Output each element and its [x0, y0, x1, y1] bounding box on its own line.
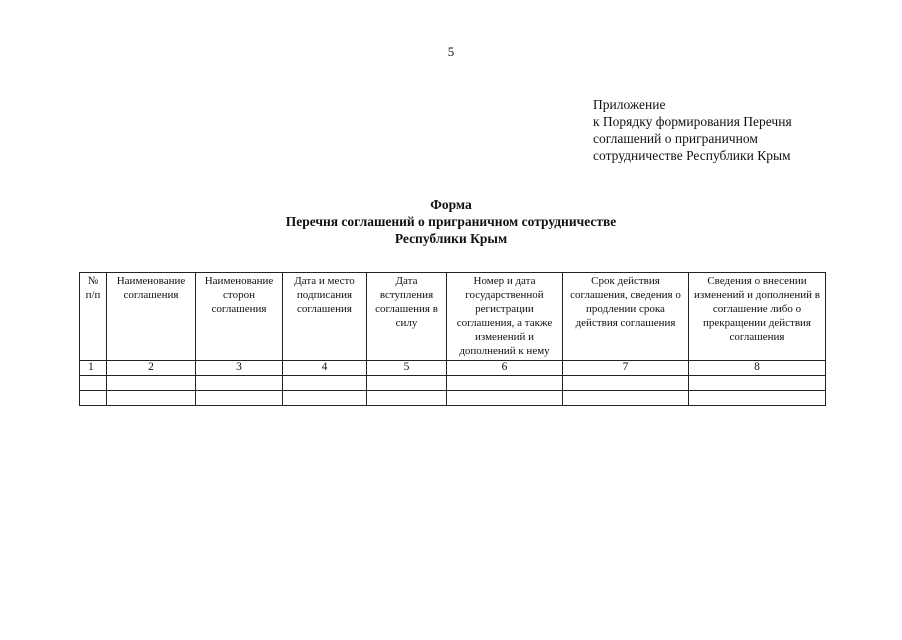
table-cell: [447, 376, 563, 391]
table-cell: [196, 376, 283, 391]
table-cell: [689, 391, 826, 406]
column-header-validity: Срок действия соглашения, сведения о продлении срока действия соглашения: [563, 273, 689, 361]
column-header-amendments: Сведения о внесении изменений и дополнений в соглашение либо о прекращении действия соглашения: [689, 273, 826, 361]
table-cell: [447, 391, 563, 406]
table-cell: [107, 376, 196, 391]
table-cell: [367, 391, 447, 406]
table-cell: [689, 376, 826, 391]
table-row: [80, 376, 826, 391]
column-number: 5: [367, 361, 447, 376]
table-cell: [563, 376, 689, 391]
column-number: 6: [447, 361, 563, 376]
column-header-parties: Наименование сторон соглашения: [196, 273, 283, 361]
form-title: [0, 196, 902, 247]
table-cell: [107, 391, 196, 406]
column-header-signing-date-place: Дата и место подписания соглашения: [283, 273, 367, 361]
appendix-line: сотрудничестве Республики Крым: [593, 148, 791, 163]
page-number: 5: [447, 44, 455, 59]
column-number: 4: [283, 361, 367, 376]
column-header-registration: Номер и дата государственной регистрации соглашения, а также изменений и дополнений к нему: [447, 273, 563, 361]
appendix-note: [593, 96, 853, 164]
column-number: 3: [196, 361, 283, 376]
table-row: [80, 391, 826, 406]
table-cell: [283, 376, 367, 391]
column-number: 8: [689, 361, 826, 376]
appendix-line: Приложение: [593, 97, 666, 112]
form-title-line: Республики Крым: [394, 231, 508, 246]
table-cell: [196, 391, 283, 406]
table-cell: [80, 376, 107, 391]
table-cell: [283, 391, 367, 406]
column-number: 2: [107, 361, 196, 376]
column-number-row: [80, 361, 826, 376]
table-header-row: [80, 273, 826, 361]
column-number: 1: [80, 361, 107, 376]
table-cell: [367, 376, 447, 391]
column-header-agreement-name: Наименование соглашения: [107, 273, 196, 361]
form-title-line: Перечня соглашений о приграничном сотрудничестве: [285, 214, 617, 229]
table-cell: [563, 391, 689, 406]
appendix-line: к Порядку формирования Перечня: [593, 114, 792, 129]
agreements-table: [79, 272, 826, 406]
form-title-line: Форма: [430, 197, 472, 212]
column-number: 7: [563, 361, 689, 376]
appendix-line: соглашений о приграничном: [593, 131, 758, 146]
column-header-number: № п/п: [80, 273, 107, 361]
table-cell: [80, 391, 107, 406]
column-header-entry-into-force: Дата вступления соглашения в силу: [367, 273, 447, 361]
